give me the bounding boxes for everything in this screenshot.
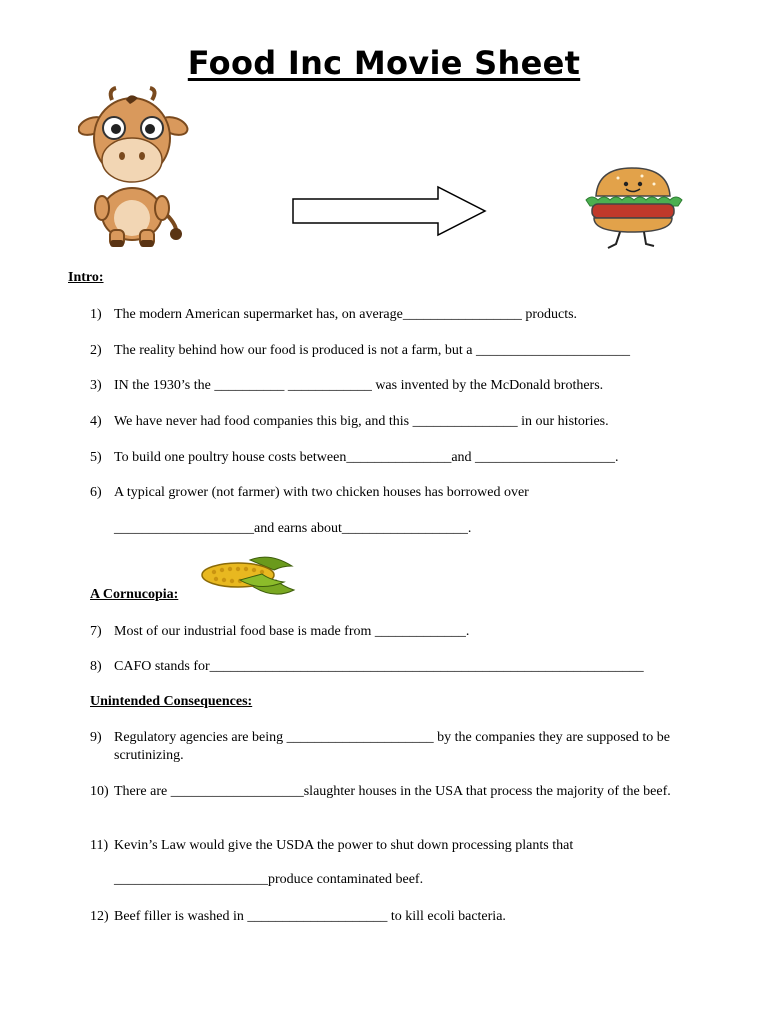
question-6: [90, 484, 690, 502]
question-2: [90, 342, 690, 360]
question-number: 4): [90, 414, 102, 429]
question-number: 10): [90, 784, 109, 799]
burger-illustration: [582, 164, 686, 252]
cow-illustration: [78, 86, 190, 250]
question-4: [90, 413, 690, 431]
question-text: Regulatory agencies are being _____________________ by the companies they are supposed to be scrutinizing.: [114, 730, 670, 763]
question-1: [90, 306, 690, 324]
corn-illustration: [200, 552, 298, 600]
question-3: [90, 377, 690, 395]
question-text: CAFO stands for______________________________________________________________: [114, 659, 644, 674]
question-text: There are ___________________slaughter houses in the USA that process the majority of the beef.: [114, 784, 671, 799]
section-intro: Intro:: [68, 270, 104, 285]
question-text: We have never had food companies this big, and this _______________ in our histories.: [114, 414, 609, 429]
question-text: To build one poultry house costs between_______________and ____________________.: [114, 450, 619, 465]
page-title: Food Inc Movie Sheet: [187, 44, 581, 82]
question-number: 2): [90, 343, 102, 358]
question-text: Beef filler is washed in ____________________ to kill ecoli bacteria.: [114, 909, 506, 924]
question-number: 12): [90, 909, 109, 924]
question-9: [90, 729, 690, 765]
question-number: 7): [90, 624, 102, 639]
question-8: [90, 658, 690, 676]
question-number: 3): [90, 378, 102, 393]
question-11-answer-line: ______________________produce contaminated beef.: [114, 872, 424, 887]
question-number: 6): [90, 485, 102, 500]
question-number: 11): [90, 838, 109, 853]
question-number: 8): [90, 659, 102, 674]
question-text: Most of our industrial food base is made from _____________.: [114, 624, 470, 639]
question-number: 1): [90, 307, 102, 322]
question-text: The reality behind how our food is produced is not a farm, but a ______________________: [114, 343, 630, 358]
question-text: IN the 1930’s the __________ ____________ was invented by the McDonald brothers.: [114, 378, 604, 393]
question-text: The modern American supermarket has, on average_________________ products.: [114, 307, 578, 322]
question-text: A typical grower (not farmer) with two chicken houses has borrowed over: [114, 485, 529, 500]
question-11: [90, 837, 690, 855]
question-6-answer-line: ____________________and earns about__________________.: [114, 521, 472, 536]
arrow-right-icon: [290, 184, 490, 238]
question-7: [90, 623, 690, 641]
question-text: Kevin’s Law would give the USDA the power to shut down processing plants that: [114, 838, 574, 853]
section-consequences: Unintended Consequences:: [90, 694, 253, 709]
question-10: [90, 783, 690, 819]
question-number: 5): [90, 450, 102, 465]
section-cornucopia: A Cornucopia:: [90, 587, 179, 602]
question-number: 9): [90, 730, 102, 745]
question-12: [90, 908, 690, 926]
question-5: [90, 449, 690, 467]
